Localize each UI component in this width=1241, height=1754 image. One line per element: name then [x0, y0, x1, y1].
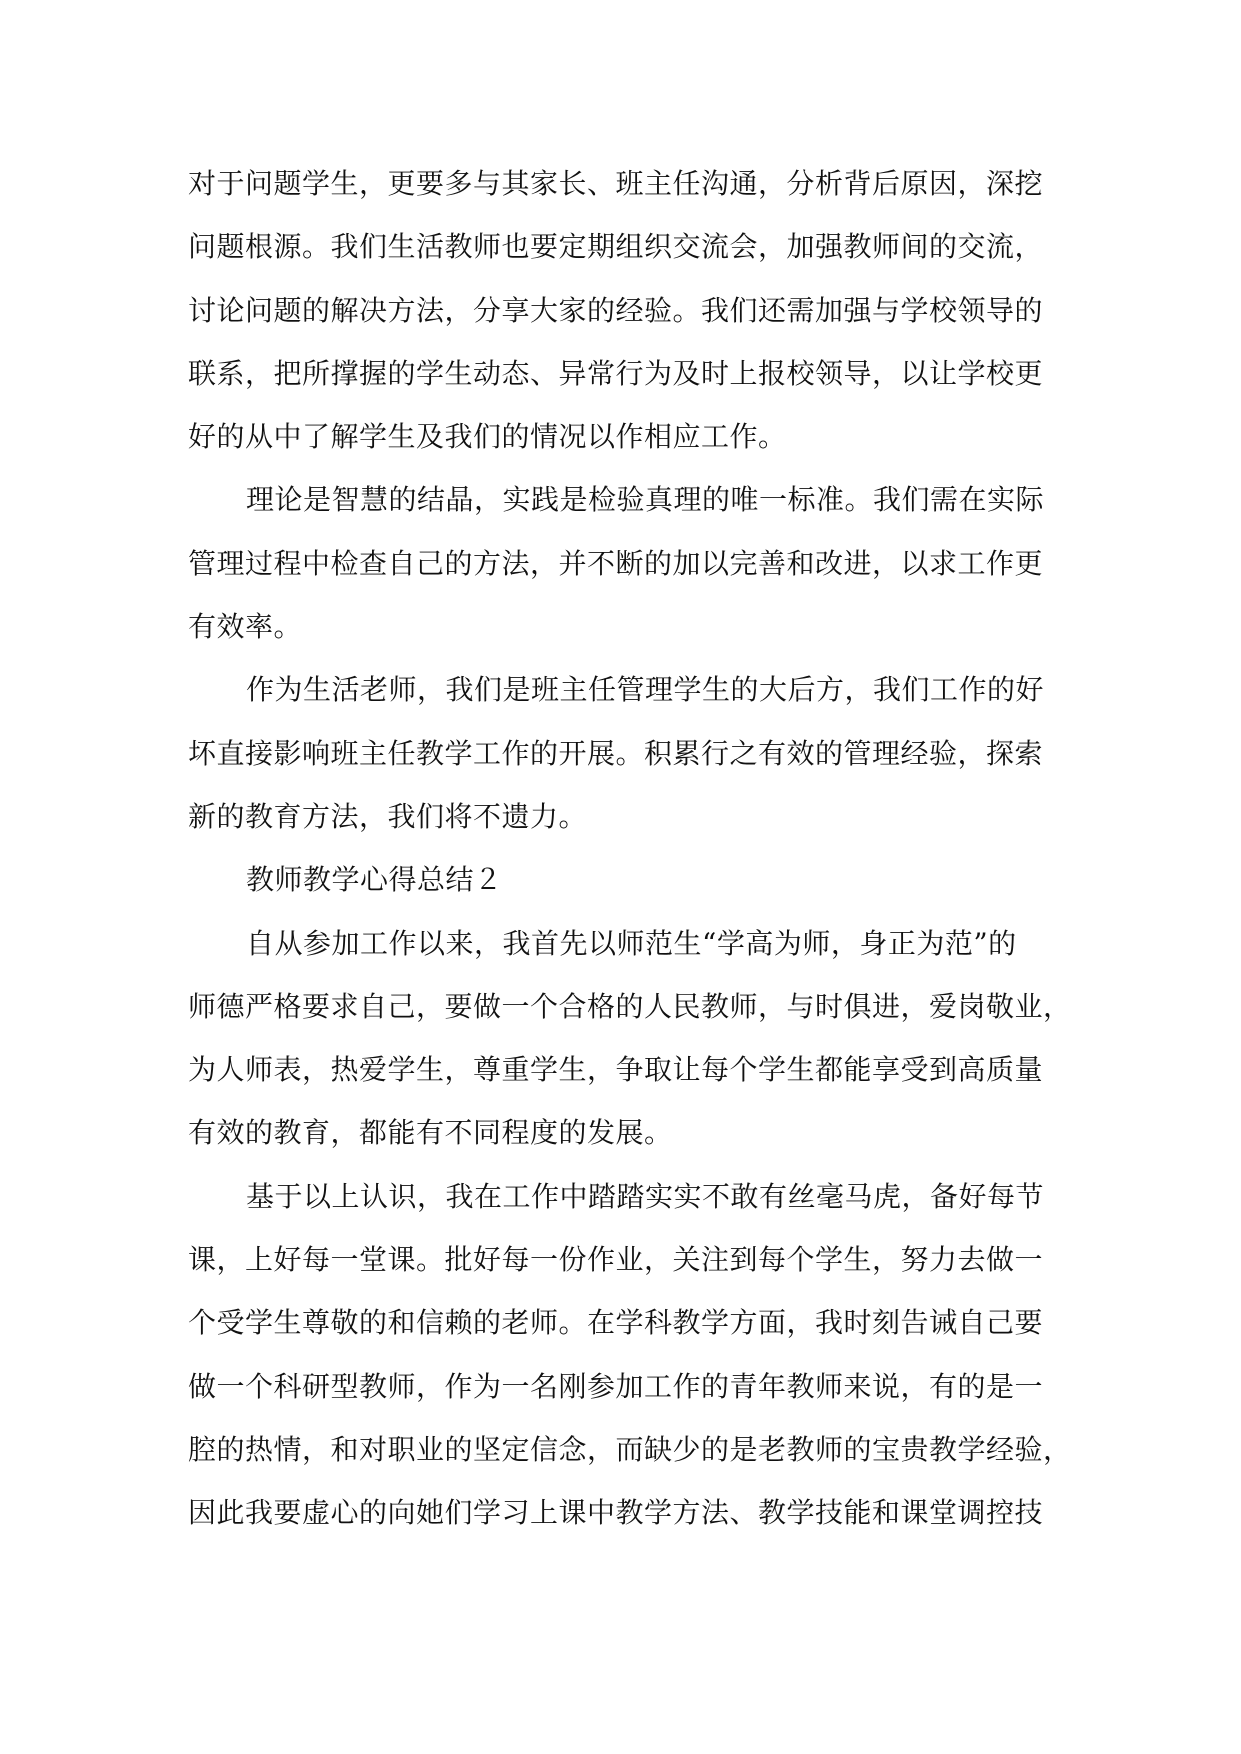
- document-body: [188, 152, 1072, 1545]
- text-line: 有效的教育，都能有不同程度的发展。: [188, 1116, 673, 1150]
- text-line: 讨论问题的解决方法，分享大家的经验。我们还需加强与学校领导的: [188, 293, 1044, 327]
- paragraph-start-line: 理论是智慧的结晶，实践是检验真理的唯一标准。我们需在实际: [246, 483, 1045, 517]
- text-line: 问题根源。我们生活教师也要定期组织交流会，加强教师间的交流，: [188, 230, 1044, 264]
- section-heading: 教师教学心得总结２: [246, 863, 503, 897]
- text-line: 课，上好每一堂课。批好每一份作业，关注到每个学生，努力去做一: [188, 1243, 1044, 1277]
- text-line: 联系，把所撑握的学生动态、异常行为及时上报校领导，以让学校更: [188, 356, 1044, 390]
- text-line: 个受学生尊敬的和信赖的老师。在学科教学方面，我时刻告诫自己要: [188, 1306, 1044, 1340]
- text-line: 因此我要虚心的向她们学习上课中教学方法、教学技能和课堂调控技: [188, 1496, 1044, 1530]
- text-line: 好的从中了解学生及我们的情况以作相应工作。: [188, 420, 787, 454]
- text-line: 师德严格要求自己，要做一个合格的人民教师，与时俱进，爱岗敬业，: [188, 989, 1072, 1023]
- paragraph-start-line: 自从参加工作以来，我首先以师范生“学高为师，身正为范”的: [246, 926, 1017, 960]
- text-line: 腔的热情，和对职业的坚定信念，而缺少的是老教师的宝贵教学经验，: [188, 1432, 1072, 1466]
- paragraph-start-line: 作为生活老师，我们是班主任管理学生的大后方，我们工作的好: [246, 673, 1045, 707]
- text-line: 做一个科研型教师，作为一名刚参加工作的青年教师来说，有的是一: [188, 1369, 1044, 1403]
- text-line: 对于问题学生，更要多与其家长、班主任沟通，分析背后原因，深挖: [188, 167, 1044, 200]
- paragraph-start-line: 基于以上认识，我在工作中踏踏实实不敢有丝毫马虎，备好每节: [246, 1179, 1045, 1213]
- text-line: 为人师表，热爱学生，尊重学生，争取让每个学生都能享受到高质量: [188, 1053, 1044, 1087]
- text-line: 新的教育方法，我们将不遗力。: [188, 799, 588, 833]
- text-line: 有效率。: [188, 610, 303, 644]
- text-line: 坏直接影响班主任教学工作的开展。积累行之有效的管理经验，探索: [188, 736, 1044, 770]
- text-line: 管理过程中检查自己的方法，并不断的加以完善和改进，以求工作更: [188, 546, 1044, 580]
